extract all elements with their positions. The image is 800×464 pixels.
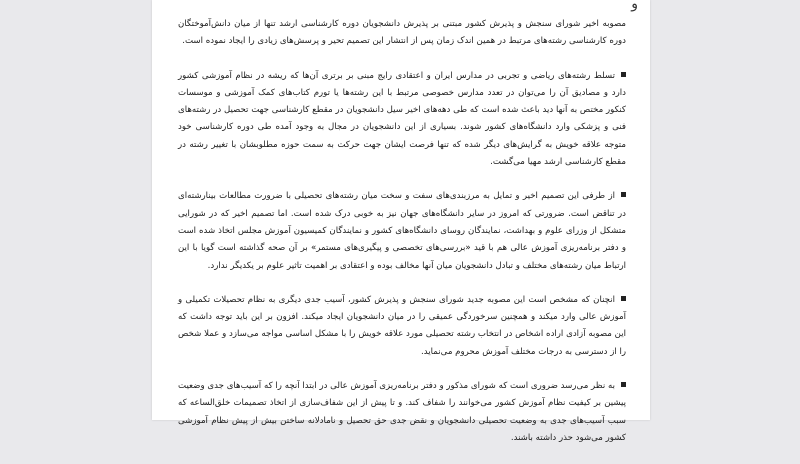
square-bullet-icon <box>621 382 626 387</box>
paragraph <box>178 378 626 447</box>
paragraph <box>178 188 626 274</box>
paragraph-text: به نظر می‌رسد ضروری است که شورای مذکور و دفتر برنامه‌ریزی آموزش عالی در ابتدا آنچه را که آسیب‌های جدی وضعیت پیشین بر کیفیت نظام آموزش کشور می‌خوانند را شفاف کند. و تا پیش از این شفاف‌سازی از اتخاذ تصمیمات خلق‌الساعه که سبب آسیب‌های جدی به وضعیت تحصیلی دانشجویان و نقض جدی حق تحصیل و نامادلانه ساختن بیش از پیش نظام آموزشی کشور می‌شود حذر داشته باشند. <box>178 381 626 443</box>
paragraph <box>178 292 626 361</box>
paragraph <box>178 16 626 51</box>
document-body <box>178 16 626 464</box>
paragraph-text: تسلط رشته‌های ریاضی و تجربی در مدارس ایران و اعتقادی رایج مبنی بر برتری آن‌ها که ریشه در نظام آموزشی کشور دارد و مصادیق آن را می‌توان در تعدد مدارس خصوصی مرتبط با این رشته‌ها یا تورم کتاب‌های کمک آموزشی و موسسات کنکور مختص به آنها دید باعث شده است که طی دهه‌های اخیر سیل دانشجویان در مقطع کارشناسی جهت تحصیل در رشته‌های فنی و پزشکی وارد دانشگاه‌های کشور شوند. بسیاری از این دانشجویان در مجال به وجود آمده طی دوره کارشناسی خود متوجه علاقه خویش به گرایش‌های دیگر شده که تنها فرصت ایشان جهت حرکت به سمت حوزه مطلوبشان با تغییر رشته در مقطع کارشناسی ارشد مهیا می‌گشت. <box>178 70 626 168</box>
paragraph <box>178 68 626 172</box>
paragraph-text: انچنان که مشخص است این مصوبه جدید شورای سنجش و پذیرش کشور، آسیب جدی دیگری به نظام تحصیلات تکمیلی و آموزش عالی وارد میکند و همچنین سرخوردگی عمیقی را در میان دانشجویان ایجاد میکند. افزون بر این باید توجه داشت که این مصوبه آزادی اراده اشخاص در انتخاب رشته تحصیلی مورد علاقه خویش را با مشکل اساسی مواجه می‌سازد و عملا شخص را از دسترسی به درجات مختلف آموزش محروم می‌نماید. <box>178 294 626 357</box>
top-mark: و <box>631 0 638 12</box>
square-bullet-icon <box>621 72 626 77</box>
square-bullet-icon <box>621 296 626 301</box>
square-bullet-icon <box>621 192 626 197</box>
paragraph-text: مصوبه اخیر شورای سنجش و پذیرش کشور مبتنی بر پذیرش دانشجویان دوره کارشناسی ارشد تنها از میان دانش‌آموختگان دوره کارشناسی رشته‌های مرتبط در همین اندک زمان پس از انتشار این تصمیم تحیر و پرسش‌های زیادی را ایجاد نموده است. <box>178 19 626 47</box>
document-page <box>152 0 650 443</box>
paragraph-text: از طرفی این تصمیم اخیر و تمایل به مرزبندی‌های سفت و سخت میان رشته‌های تحصیلی با ضرورت مطالعات بینارشته‌ای در تناقض است. ضرورتی که امروز در سایر دانشگاه‌های جهان نیز به خوبی درک شده است. اما تصمیم اخیر که در شورایی متشکل از وزرای علوم و بهداشت، نمایندگان روسای دانشگاه‌های کشور و نمایندگان کمیسیون آموزش مجلس اتخاذ شده است و دفتر برنامه‌ریزی آموزش عالی هم با قید «بررسی‌های تخصصی و پیگیری‌های مستمر» بر آن صحه گذاشته است گویا با این ارتباط میان رشته‌های مختلف و تبادل دانشجویان میان آنها مخالف بوده و اعتقادی بر اهمیت تاثیر علوم بر یکدیگر ندارد. <box>178 191 626 271</box>
